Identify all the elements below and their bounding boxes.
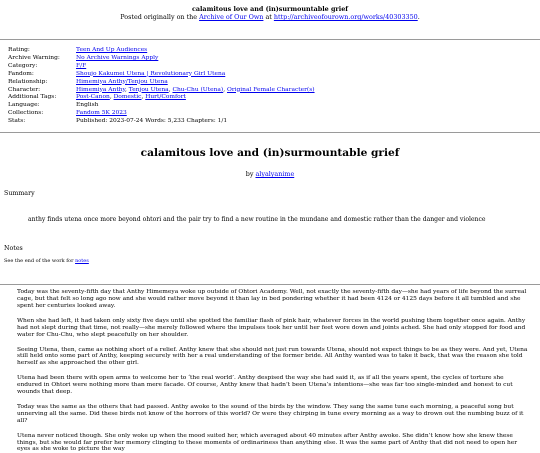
meta-key: Rating: (8, 47, 30, 53)
download-header (0, 0, 540, 21)
meta-key: Stats: (8, 118, 26, 125)
meta-row-character (8, 87, 315, 95)
meta-row-collections (8, 110, 315, 118)
meta-key: Character: (8, 86, 41, 93)
meta-value (76, 47, 315, 55)
story-paragraph: Today was the same as the others that had passed. Anthy awoke to the sound of the birds by the window. They sang the same tune each morning, a peaceful song but unnerving all the same. Did these birds not know of the horrors of this world? Or were they chirping in tune every morning as a way to drown out the numbing buzz of it all? (17, 403, 524, 424)
story-paragraph: Utena had been there with open arms to welcome her to ‘the real world’. Anthy despised the way she had said it, as if all the years spent, the cycles of torture she endured in Ohtori were nothing more than mere facade. Of course, Anthy knew that hadn’t been Utena’s intentions—she was far too single-minded and honest to cut wounds that deep. (17, 375, 513, 396)
meta-value (76, 71, 315, 79)
character-link[interactable]: Chu-Chu (Utena) (172, 86, 224, 93)
rating-link[interactable]: Teen And Up Audiences (76, 47, 148, 53)
posted-suffix: . (417, 13, 420, 21)
posted-originally-line (0, 13, 540, 21)
separator: , (125, 86, 129, 93)
meta-value (76, 63, 315, 71)
byline (0, 170, 540, 178)
meta-row-language (8, 102, 315, 110)
work-url-link[interactable]: http://archiveofourown.org/works/40303350 (273, 13, 418, 21)
archive-link[interactable]: Archive of Our Own (199, 13, 264, 21)
character-link[interactable]: Himemiya Anthy (76, 86, 126, 93)
meta-row-rating (8, 47, 315, 55)
story-paragraph: Today was the seventy-fifth day that Anthy Himemeya woke up outside of Ohtori Academy. Well, not exactly the seventy-fifth day—she had years of life beyond the surreal cage, but that felt so long ago now and she would rather move beyond it than lay in bed pondering whether it had been 4124 or 4125 days before it all tumbled and she spent her centuries looked away. (17, 289, 527, 309)
tag-link[interactable]: Hurt/Comfort (145, 94, 186, 101)
meta-row-fandom (8, 71, 315, 79)
relationship-link[interactable]: Himemiya Anthy/Tenjou Utena (76, 78, 168, 85)
separator: , (141, 94, 146, 101)
meta-value (76, 110, 315, 118)
meta-row-tags (8, 94, 315, 102)
summary-text: anthy finds utena once more beyond ohtori and the pair try to find a new routine in the mundane and domestic rather than the danger and violence (28, 216, 486, 224)
author-link[interactable]: alyalyanime (255, 170, 295, 179)
end-notes-link[interactable]: notes (75, 258, 89, 265)
meta-row-category (8, 63, 315, 71)
meta-value (76, 87, 315, 95)
posted-prefix: Posted originally on the (120, 13, 200, 21)
story-paragraph: Utena never noticed though. She only woke up when the mood suited her, which averaged about 40 minutes after Anthy awoke. She didn’t know how she knew these things, but she would far prefer her memory clinging to these moments of ordinariness than anything else. It was the same part of Anthy that did not need to open her eyes as she woke to picture the way (17, 432, 518, 453)
story-body (0, 284, 540, 453)
meta-key: Collections: (8, 110, 44, 117)
meta-key: Relationship: (8, 78, 48, 85)
work-meta-table (8, 47, 315, 126)
collection-link[interactable]: Fandom 5K 2023 (76, 110, 127, 117)
character-link[interactable]: Original Female Character(s) (226, 86, 315, 93)
meta-row-stats (8, 118, 315, 126)
separator: , (109, 94, 114, 101)
posted-mid: at (263, 13, 274, 21)
work-meta-block (0, 39, 540, 133)
tag-link[interactable]: Domestic (113, 94, 142, 101)
notes-line (4, 258, 540, 264)
separator: , (223, 86, 227, 93)
work-title: calamitous love and (in)surmountable grief (140, 147, 400, 160)
meta-value (76, 94, 315, 102)
separator: , (168, 86, 173, 93)
notes-prefix: See the end of the work for (4, 258, 76, 265)
meta-key: Language: (8, 102, 40, 109)
story-paragraph: When she had left, it had taken only sixty five days until she spotted the familiar flash of pink hair, whatever forces in the world pushing them together once again. Anthy had not slept during that time, not really—she merely followed where the impulses took her until her feet wore down and joints ached. She had only stopped for food and water for Chu-Chu, who slept peacefully on her shoulder. (17, 317, 526, 338)
meta-value (76, 79, 315, 87)
meta-value: Published: 2023-07-24 Words: 5,233 Chapters: 1/1 (76, 118, 228, 125)
story-paragraph: Seeing Utena, then, came as nothing short of a relief. Anthy knew that she should not just run towards Utena, should not expect things to be as they were. And yet, Utena still held onto some part of Anthy, keeping securely with her a real understanding of the former bride. All Anthy wanted was to take it back, that was the reason she told herself as she approached the other girl. (17, 346, 528, 367)
fandom-link[interactable]: Shoujo Kakumei Utena | Revolutionary Girl Utena (76, 70, 226, 77)
meta-value (76, 55, 315, 63)
meta-row-warning (8, 55, 315, 63)
summary-heading: Summary (4, 190, 35, 198)
meta-key: Fandom: (8, 70, 34, 77)
meta-value: English (76, 102, 99, 109)
meta-key: Additional Tags: (8, 94, 57, 101)
notes-heading: Notes (4, 245, 23, 253)
category-link[interactable]: F/F (76, 62, 87, 69)
header-title: calamitous love and (in)surmountable grief (191, 5, 349, 13)
character-link[interactable]: Tenjou Utena (128, 86, 169, 93)
warning-link[interactable]: No Archive Warnings Apply (76, 54, 159, 61)
meta-row-relationship (8, 79, 315, 87)
meta-key: Archive Warning: (8, 54, 60, 61)
meta-key: Category: (8, 62, 38, 69)
byline-prefix: by (245, 170, 256, 179)
tag-link[interactable]: Post-Canon (76, 94, 110, 101)
